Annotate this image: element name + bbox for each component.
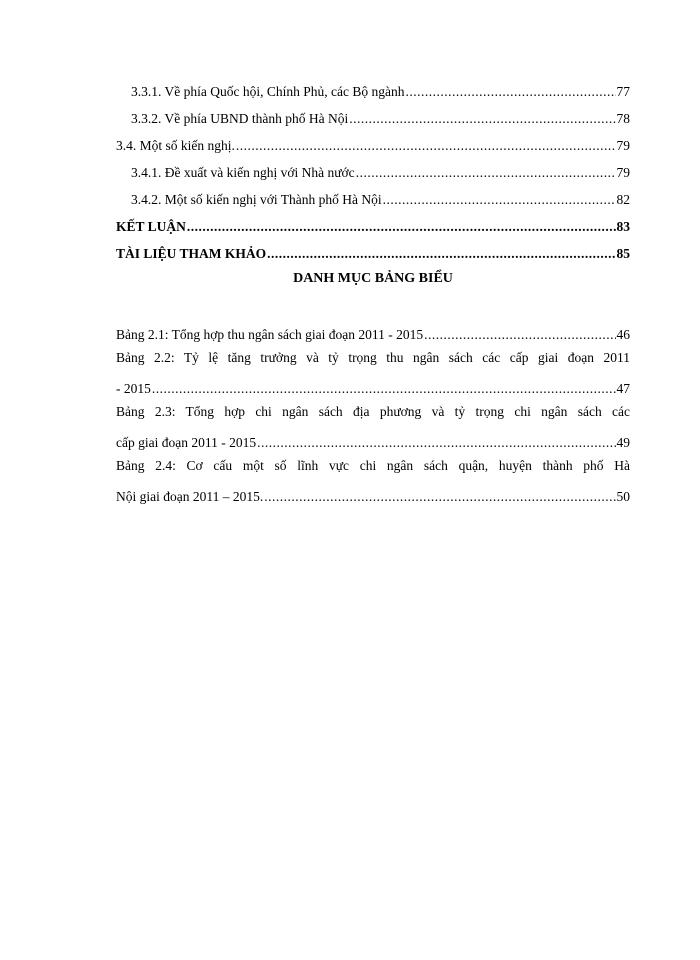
- table-entry-2-2-line1[interactable]: Bảng 2.2: Tỷ lệ tăng trưởng và tỷ trọng thu ngân sách các cấp giai đoạn 2011: [116, 350, 630, 365]
- toc-entry-page: 78: [616, 111, 630, 126]
- toc-entry-page: 79: [616, 138, 630, 153]
- toc-entry-page: 83: [616, 219, 630, 234]
- table-entry-2-3-line1[interactable]: Bảng 2.3: Tổng hợp chi ngân sách địa phương và tỷ trọng chi ngân sách các: [116, 404, 630, 419]
- toc-entry-label: KẾT LUẬN: [116, 219, 186, 234]
- toc-entry-3-4[interactable]: [116, 134, 630, 154]
- toc-entry-label: 3.3.1. Về phía Quốc hội, Chính Phủ, các Bộ ngành: [131, 84, 405, 99]
- toc-leader-dots: [349, 111, 615, 127]
- toc-entry-page: 79: [616, 165, 630, 180]
- table-entry-2-1[interactable]: [116, 323, 630, 343]
- toc-entry-3-4-2[interactable]: [131, 188, 630, 208]
- table-entry-page: 49: [616, 435, 630, 450]
- toc-entry-label: 3.3.2. Về phía UBND thành phố Hà Nội: [131, 111, 349, 126]
- toc-entry-page: 77: [616, 84, 630, 99]
- table-entry-label: Bảng 2.1: Tổng hợp thu ngân sách giai đoạn 2011 - 2015: [116, 327, 424, 342]
- toc-leader-dots: [264, 489, 615, 505]
- toc-leader-dots: [356, 165, 616, 181]
- toc-entry-page: 82: [616, 192, 630, 207]
- toc-leader-dots: [267, 246, 615, 262]
- toc-entry-3-3-1[interactable]: [131, 80, 630, 100]
- toc-entry-3-4-1[interactable]: [131, 161, 630, 181]
- table-entry-label: Nội giai đoạn 2011 – 2015.: [116, 489, 264, 504]
- toc-leader-dots: [405, 84, 615, 100]
- table-entry-label: - 2015: [116, 381, 151, 396]
- toc-entry-label: 3.4.2. Một số kiến nghị với Thành phố Hà Nội: [131, 192, 382, 207]
- table-entry-label: cấp giai đoạn 2011 - 2015: [116, 435, 257, 450]
- table-entry-2-2-line2[interactable]: [116, 377, 630, 397]
- toc-entry-ket-luan[interactable]: [116, 215, 630, 235]
- toc-entry-page: 85: [616, 246, 630, 261]
- table-entry-page: 47: [616, 381, 630, 396]
- toc-leader-dots: [383, 192, 616, 208]
- table-entry-2-3-line2[interactable]: [116, 431, 630, 451]
- toc-leader-dots: [152, 381, 616, 397]
- toc-entry-label: TÀI LIỆU THAM KHẢO: [116, 246, 267, 261]
- toc-entry-tai-lieu[interactable]: [116, 242, 630, 262]
- toc-entry-label: 3.4.1. Đề xuất và kiến nghị với Nhà nước: [131, 165, 355, 180]
- toc-leader-dots: [424, 327, 615, 343]
- toc-leader-dots: [236, 138, 616, 154]
- toc-leader-dots: [257, 435, 615, 451]
- toc-leader-dots: [187, 219, 616, 235]
- toc-entry-label: 3.4. Một số kiến nghị.: [116, 138, 235, 153]
- table-entry-page: 50: [616, 489, 630, 504]
- toc-entry-3-3-2[interactable]: [131, 107, 630, 127]
- table-entry-page: 46: [616, 327, 630, 342]
- table-entry-2-4-line1[interactable]: Bảng 2.4: Cơ cấu một số lĩnh vực chi ngân sách quận, huyện thành phố Hà: [116, 458, 630, 473]
- table-entry-2-4-line2[interactable]: [116, 485, 630, 505]
- tables-list-heading: DANH MỤC BẢNG BIỂU: [293, 271, 453, 286]
